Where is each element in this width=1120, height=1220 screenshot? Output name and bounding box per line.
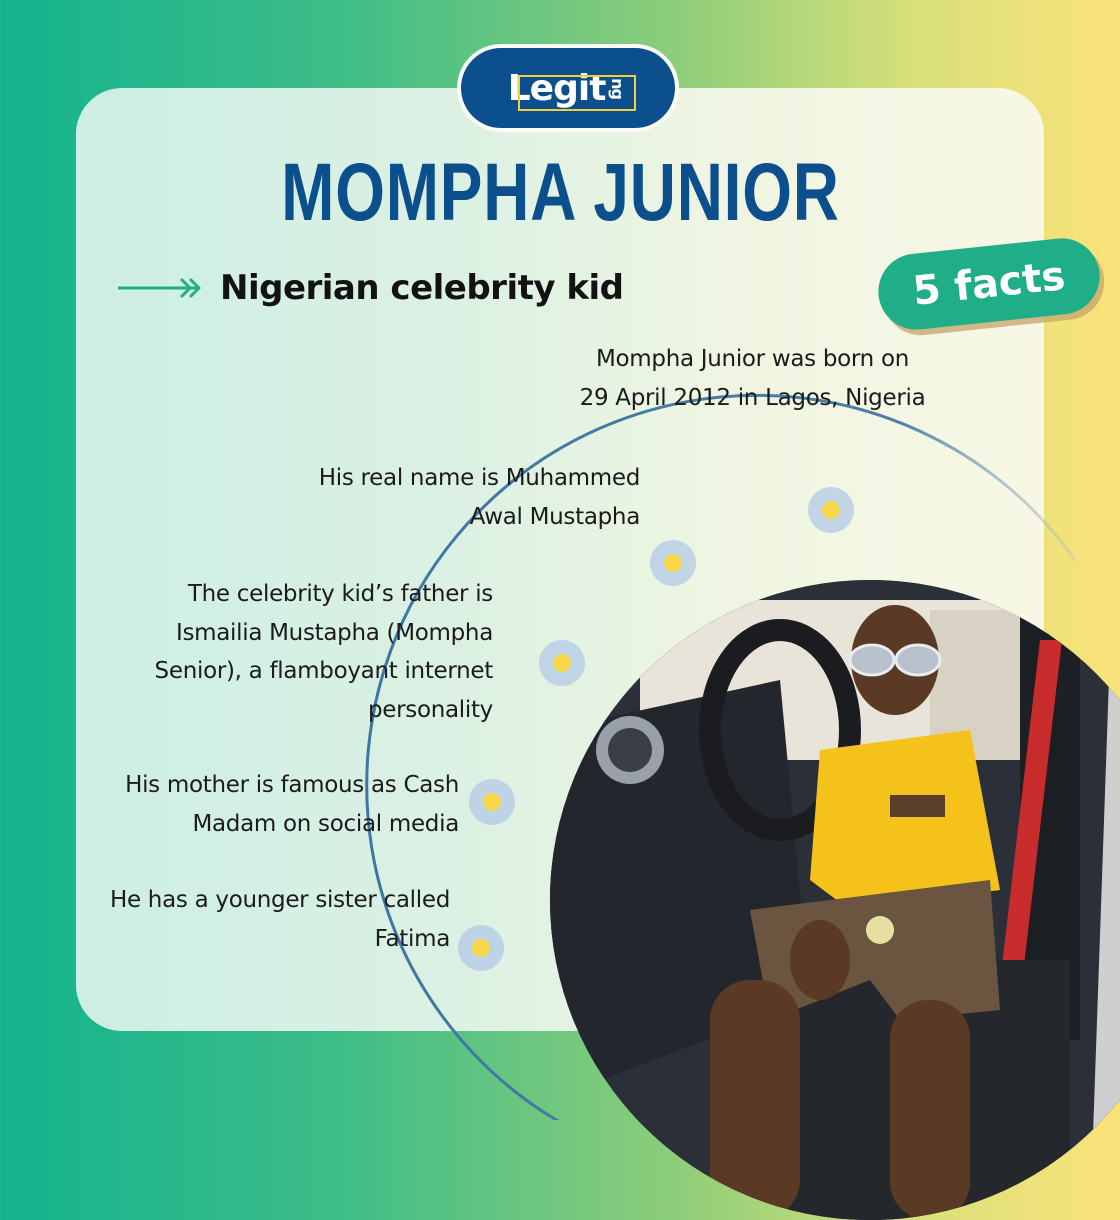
timeline-dot xyxy=(469,779,515,825)
fact-4 xyxy=(90,766,459,843)
fact-3 xyxy=(120,575,493,729)
timeline-dot xyxy=(808,487,854,533)
logo-suffix: ng xyxy=(608,77,628,99)
timeline-dot xyxy=(650,540,696,586)
fact-line: Fatima xyxy=(374,925,450,952)
fact-line: Senior), a flamboyant internet xyxy=(154,658,493,684)
fact-2 xyxy=(280,459,640,536)
fact-line: Mompha Junior was born on xyxy=(595,346,910,372)
fact-line: Ismailia Mustapha (Mompha xyxy=(175,619,493,646)
badge-label: 5 facts xyxy=(875,235,1104,334)
logo-text: Legit xyxy=(507,67,606,109)
fact-line: Madam on social media xyxy=(192,810,459,837)
fact-line: His real name is Muhammed xyxy=(318,465,640,491)
fact-line: The celebrity kid’s father is xyxy=(187,581,493,607)
fact-1 xyxy=(560,340,945,417)
timeline-dot xyxy=(539,640,585,686)
timeline-dot xyxy=(458,925,504,971)
page-title: MOMPHA JUNIOR xyxy=(281,147,840,238)
subtitle: Nigerian celebrity kid xyxy=(220,268,624,308)
fact-line: Awal Mustapha xyxy=(469,503,640,530)
fact-5 xyxy=(70,881,450,958)
fact-line: His mother is famous as Cash xyxy=(125,772,459,798)
fact-line: He has a younger sister called xyxy=(109,887,450,913)
fact-line: 29 April 2012 in Lagos, Nigeria xyxy=(579,384,926,411)
fact-line: personality xyxy=(367,696,493,723)
